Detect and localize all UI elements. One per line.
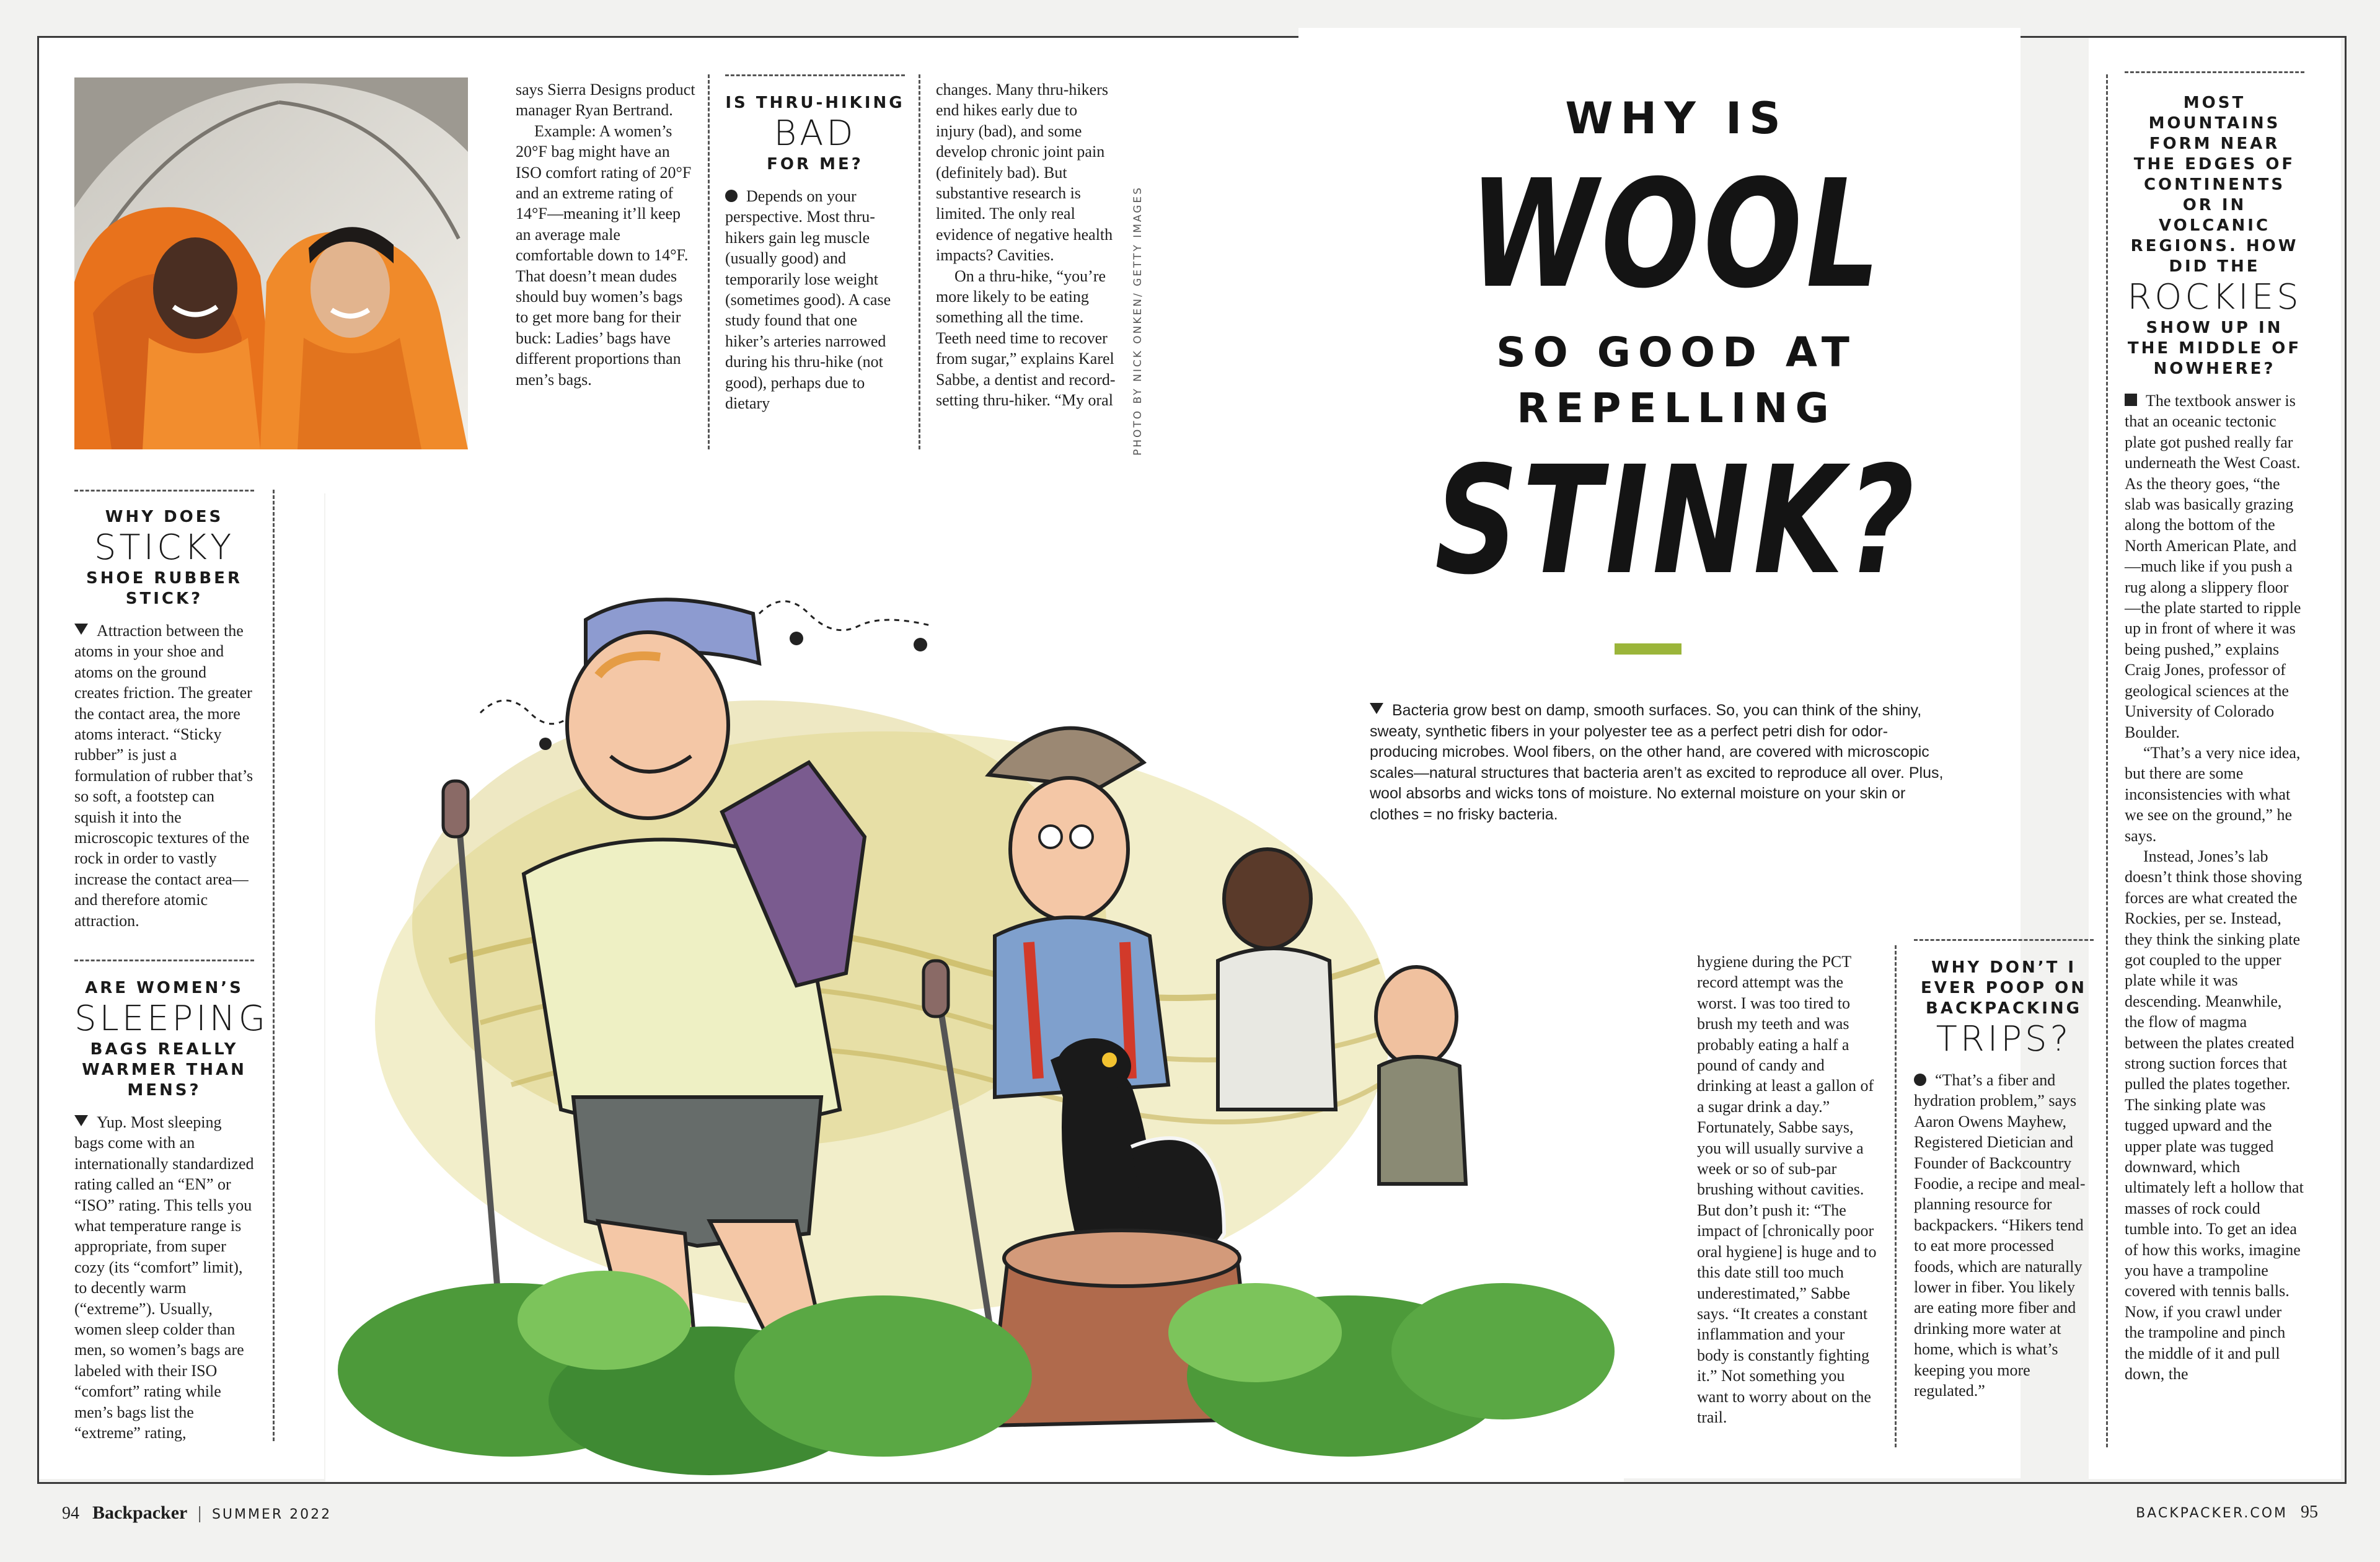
magazine-name: Backpacker bbox=[92, 1502, 188, 1523]
headline-line-3: SO GOOD AT bbox=[1496, 329, 1857, 376]
question-suffix: SHOE RUBBER STICK? bbox=[86, 569, 242, 608]
bullet-square-icon bbox=[2125, 394, 2137, 406]
footer-left bbox=[62, 1502, 332, 1524]
question-keyword: STICKY bbox=[94, 527, 235, 568]
column-bad-continued bbox=[936, 79, 1116, 411]
headline-line-5: STINK? bbox=[1435, 434, 1918, 607]
section-divider bbox=[725, 74, 905, 76]
question-prefix: IS THRU-HIKING bbox=[725, 94, 905, 112]
paragraph: says Sierra Designs product manager Ryan Bertrand. bbox=[516, 81, 695, 120]
paragraph: Instead, Jones’s lab doesn’t think those shoving forces are what created the Rockies, per se. Instead, they think the sinking plate got coupled to the upper plate while it was descending. Meanwhile, the flow of magma between the plates created strong suction forces that pulled the plates together. The sinking plate was tugged upward and the upper plate was tugged downward, which ultimately left a hollow that masses of rock could tumble into. To get an idea of how this works, imagine you have a trampoline covered with tennis balls. Now, if you crawl under the trampoline and pinch the middle of it and pull down, the bbox=[2125, 847, 2304, 1383]
page-number-left: 94 bbox=[62, 1504, 79, 1523]
wool-answer bbox=[1370, 700, 1952, 825]
photo-credit: PHOTO BY NICK ONKEN/ GETTY IMAGES bbox=[1132, 186, 1144, 456]
question-prefix: WHY DOES bbox=[105, 508, 224, 526]
answer-text: Attraction between the atoms in your shoe and atoms on the ground creates friction. The greater the contact area, the more atoms interact. “Sticky rubber” is just a formulation of rubber that’s so soft, a footstep can squish it into the microscopic textures of the rock in order to vastly increase the contact area—and therefore atomic attraction. bbox=[74, 622, 253, 930]
bullet-triangle-icon bbox=[1370, 703, 1383, 714]
question-thru-hiking-bad bbox=[725, 93, 905, 413]
section-divider bbox=[2125, 71, 2304, 73]
bullet-dot-icon bbox=[725, 190, 738, 202]
paragraph: hygiene during the PCT record attempt was the worst. I was too tired to brush my teeth and was probably eating a half a pound of candy and drinking at least a gallon of a sugar drink a day.” Fortunately, Sabbe says, you will usually survive a week or so of sub-par brushing without cavities. But don’t push it: “The impact of [chronically poor oral hygiene] is huge and to this date still too much underestimated,” Sabbe says. “It creates a constant inflammation and your body is constantly fighting it.” Not something you want to worry about on the trail. bbox=[1697, 953, 1877, 1426]
question-keyword: SLEEPING bbox=[74, 999, 269, 1039]
illustration-hikers-skunk bbox=[325, 490, 1639, 1481]
illustration-image bbox=[325, 490, 1639, 1481]
question-keyword: ROCKIES bbox=[2127, 277, 2302, 317]
headline-line-2: WOOL bbox=[1469, 148, 1884, 321]
question-rockies bbox=[2125, 93, 2304, 1385]
question-suffix: FOR ME? bbox=[767, 155, 863, 174]
site-url: BACKPACKER.COM bbox=[2136, 1506, 2288, 1521]
bullet-dot-icon bbox=[1914, 1074, 1926, 1086]
bullet-triangle-icon bbox=[74, 624, 88, 635]
footer-right bbox=[2136, 1502, 2318, 1522]
column-divider bbox=[2106, 74, 2108, 1447]
question-prefix: ARE WOMEN’S bbox=[85, 979, 244, 997]
issue-date: SUMMER 2022 bbox=[211, 1507, 332, 1522]
question-keyword: BAD bbox=[774, 113, 857, 154]
column-divider bbox=[708, 74, 710, 449]
page-number-right: 95 bbox=[2301, 1502, 2318, 1522]
paragraph: changes. Many thru-hikers end hikes early due to injury (bad), and some develop chronic joint pain (definitely bad). But substantive research is limited. The only real evidence of negative health impacts? Cavities. bbox=[936, 81, 1113, 265]
footer-separator: | bbox=[198, 1504, 201, 1523]
question-sticky-rubber bbox=[74, 507, 254, 931]
photo-image bbox=[74, 77, 468, 449]
question-sleeping-bags bbox=[74, 978, 269, 1444]
column-sleeping-continued bbox=[516, 79, 695, 390]
paragraph: Example: A women’s 20°F bag might have an ISO comfort rating of 20°F and an extreme rating of 14°F—meaning it’ll keep an average male comfortable down to 14°F. That doesn’t mean dudes should buy women’s bags to get more bang for their buck: Ladies’ bags have different proportions than men’s bags. bbox=[516, 121, 692, 389]
column-divider bbox=[273, 490, 275, 1441]
hiker-fourth bbox=[1376, 967, 1466, 1184]
column-divider bbox=[1895, 945, 1897, 1447]
bullet-triangle-icon bbox=[74, 1115, 88, 1126]
column-hygiene-continued bbox=[1697, 951, 1877, 1427]
photo-hikers-sleeping-bags bbox=[74, 77, 468, 449]
question-keyword: TRIPS? bbox=[1936, 1019, 2072, 1059]
answer-text: Bacteria grow best on damp, smooth surfaces. So, you can think of the shiny, sweaty, synthetic fibers in your polyester tee as a perfect petri dish for odor-producing microbes. Wool fibers, on the other hand, are covered with microscopic scales—natural structures that bacteria aren’t as excited to reproduce all over. Plus, wool absorbs and wicks tons of moisture. No external moisture on your skin or clothes = no frisky bacteria. bbox=[1370, 702, 1944, 823]
headline-line-4: REPELLING bbox=[1517, 384, 1836, 432]
section-divider bbox=[74, 960, 254, 961]
paragraph: The textbook answer is that an oceanic tectonic plate got pushed really far underneath the West Coast. As the theory goes, “the slab was basically grazing along the bottom of the North American Plate, and—much like if you push a rug along a slippery floor—the plate started to ripple up in front of where it was being pushed,” explains Craig Jones, professor of geological sciences at the University of Colorado Boulder. bbox=[2125, 392, 2301, 741]
answer-text: “That’s a fiber and hydration problem,” says Aaron Owens Mayhew, Registered Dietician and Founder of Backcountry Foodie, a recipe and meal-planning resource for backpackers. “Hikers tend to eat more processed foods, which are naturally lower in fiber. You likely are eating more fiber and drinking more water at home, which is what’s keeping you more regulated.” bbox=[1914, 1071, 2086, 1400]
question-prefix: MOST MOUNTAINS FORM NEAR THE EDGES OF CONTINENTS OR IN VOLCANIC REGIONS. HOW DID THE bbox=[2130, 94, 2299, 276]
section-divider bbox=[1914, 939, 2094, 941]
section-divider bbox=[74, 490, 254, 492]
question-prefix: WHY DON’T I EVER POOP ON BACKPACKING bbox=[1921, 958, 2087, 1018]
paragraph: “That’s a very nice idea, but there are some inconsistencies with what we see on the ground,” he says. bbox=[2125, 743, 2301, 845]
headline-line-1: WHY IS bbox=[1565, 93, 1788, 144]
answer-text: Depends on your perspective. Most thru-hikers gain leg muscle (usually good) and temporarily lose weight (sometimes good). A case study found that one hiker’s arteries narrowed during his thru-hike (not good), perhaps due to dietary bbox=[725, 187, 891, 413]
question-suffix: BAGS REALLY WARMER THAN MENS? bbox=[82, 1040, 247, 1100]
paragraph: On a thru-hike, “you’re more likely to be eating something all the time. Teeth need time to recover from sugar,” explains Karel Sabbe, a dentist and record-setting thru-hiker. “My oral bbox=[936, 267, 1116, 410]
question-poop-trips bbox=[1914, 958, 2094, 1401]
question-suffix: SHOW UP IN THE MIDDLE OF NOWHERE? bbox=[2127, 319, 2302, 378]
column-divider bbox=[919, 74, 920, 449]
answer-text: Yup. Most sleeping bags come with an internationally standardized rating called an “EN” or “ISO” rating. This tells you what temperature range is appropriate, from super cozy (its “comfort” limit), to decently warm (“extreme”). Usually, women sleep colder than men, so women’s bags are labeled with their ISO “comfort” rating while men’s bags list the “extreme” rating, bbox=[74, 1113, 254, 1442]
accent-rule bbox=[1615, 643, 1681, 655]
